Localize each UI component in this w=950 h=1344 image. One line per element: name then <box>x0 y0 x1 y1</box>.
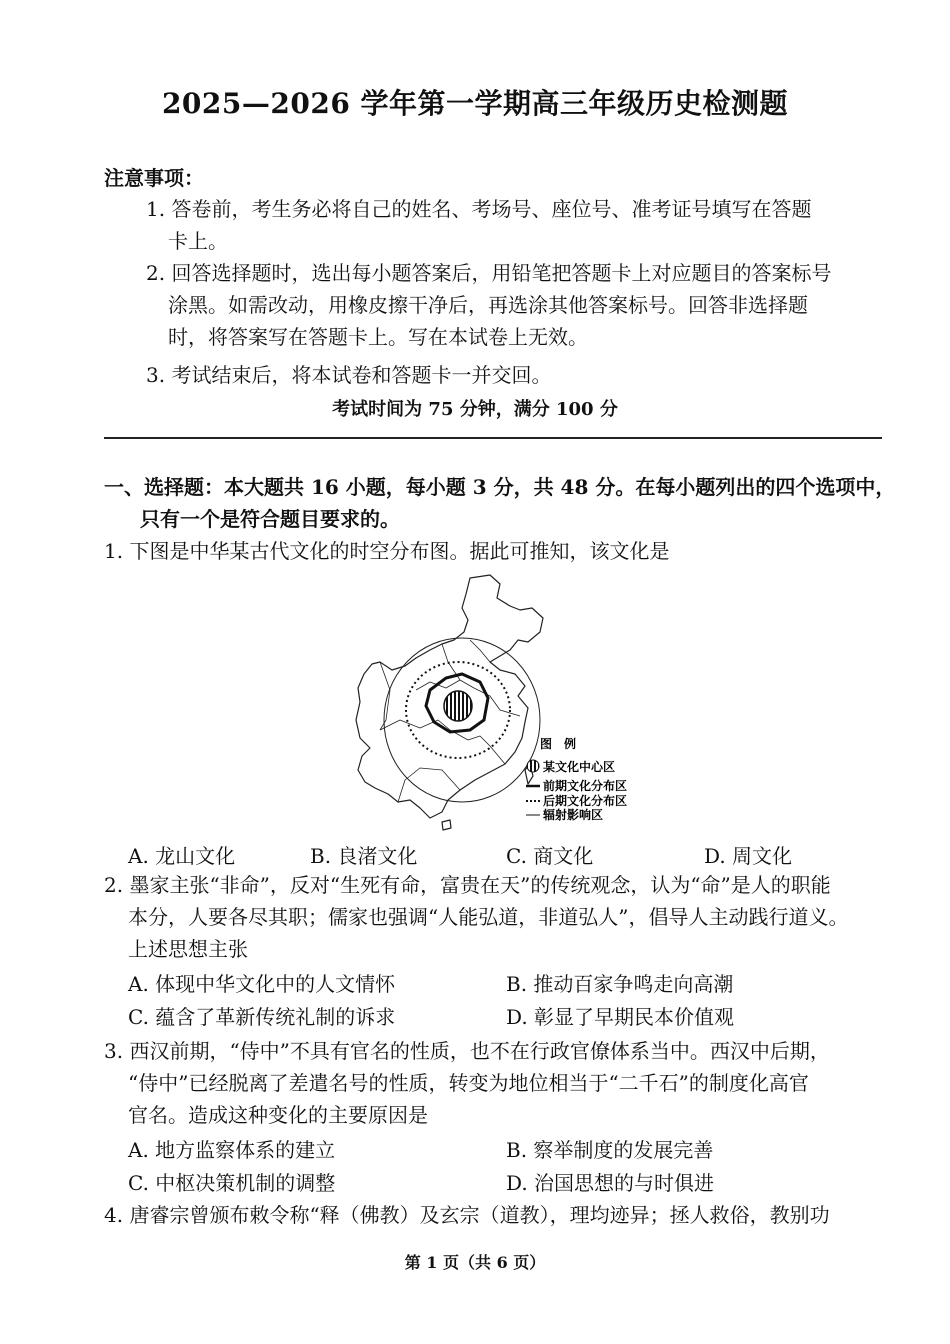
option-d: D. 治国思想的与时俱进 <box>506 1171 715 1195</box>
notice-line: 1. 答卷前，考生务必将自己的姓名、考场号、座位号、准考证号填写在答题 <box>146 197 812 221</box>
legend-item: 辐射影响区 <box>543 808 604 822</box>
exam-time-note: 考试时间为 75 分钟，满分 100 分 <box>332 399 618 420</box>
divider-rule <box>104 437 882 439</box>
section-heading: 只有一个是符合题目要求的。 <box>140 507 400 531</box>
legend-item: 某文化中心区 <box>543 760 616 774</box>
option-b: B. 良渚文化 <box>310 844 418 868</box>
legend-item: 前期文化分布区 <box>543 779 628 793</box>
option-c: C. 商文化 <box>506 844 594 868</box>
option-a: A. 体现中华文化中的人文情怀 <box>128 972 396 996</box>
question-stem: 2. 墨家主张“非命”，反对“生死有命，富贵在天”的传统观念，认为“命”是人的职能 <box>104 873 831 897</box>
question-stem: 官名。造成这种变化的主要原因是 <box>128 1103 428 1127</box>
notice-heading: 注意事项： <box>104 166 204 190</box>
option-b: B. 推动百家争鸣走向高潮 <box>506 972 734 996</box>
question-stem: 上述思想主张 <box>128 937 248 961</box>
notice-line: 涂黑。如需改动，用橡皮擦干净后，再选涂其他答案标号。回答非选择题 <box>168 293 808 317</box>
notice-line: 时，将答案写在答题卡上。写在本试卷上无效。 <box>168 325 588 349</box>
notice-line: 3. 考试结束后，将本试卷和答题卡一并交回。 <box>146 363 552 387</box>
option-a: A. 地方监察体系的建立 <box>128 1138 336 1162</box>
culture-center-area <box>444 691 472 721</box>
option-b: B. 察举制度的发展完善 <box>506 1138 714 1162</box>
question-stem: 3. 西汉前期，“侍中”不具有官名的性质，也不在行政官僚体系当中。西汉中后期， <box>104 1039 830 1063</box>
option-c: C. 中枢决策机制的调整 <box>128 1171 336 1195</box>
legend-item: 后期文化分布区 <box>543 794 628 808</box>
legend-title: 图 例 <box>540 737 577 751</box>
question-stem: “侍中”已经脱离了差遣名号的性质，转变为地位相当于“二千石”的制度化高官 <box>128 1071 809 1095</box>
option-a: A. 龙山文化 <box>128 844 236 868</box>
question-stem: 4. 唐睿宗曾颁布敕令称“释（佛教）及玄宗（道教），理均迹异；拯人救俗，教别功 <box>104 1203 830 1227</box>
notice-line: 卡上。 <box>168 229 228 253</box>
legend-swatch-center <box>527 760 539 772</box>
page-footer: 第 1 页（共 6 页） <box>404 1253 546 1272</box>
culture-distribution-map <box>350 570 660 835</box>
question-stem: 本分，人要各尽其职；儒家也强调“人能弘道，非道弘人”，倡导人主动践行道义。 <box>128 905 849 929</box>
question-stem: 1. 下图是中华某古代文化的时空分布图。据此可推知，该文化是 <box>104 539 670 563</box>
notice-line: 2. 回答选择题时，选出每小题答案后，用铅笔把答题卡上对应题目的答案标号 <box>146 261 832 285</box>
exam-title: 2025—2026 学年第一学期高三年级历史检测题 <box>161 87 789 120</box>
option-d: D. 周文化 <box>704 844 793 868</box>
section-heading: 一、选择题：本大题共 16 小题，每小题 3 分，共 48 分。在每小题列出的四个选项中， <box>104 475 896 499</box>
option-d: D. 彰显了早期民本价值观 <box>506 1005 735 1029</box>
option-c: C. 蕴含了革新传统礼制的诉求 <box>128 1005 396 1029</box>
